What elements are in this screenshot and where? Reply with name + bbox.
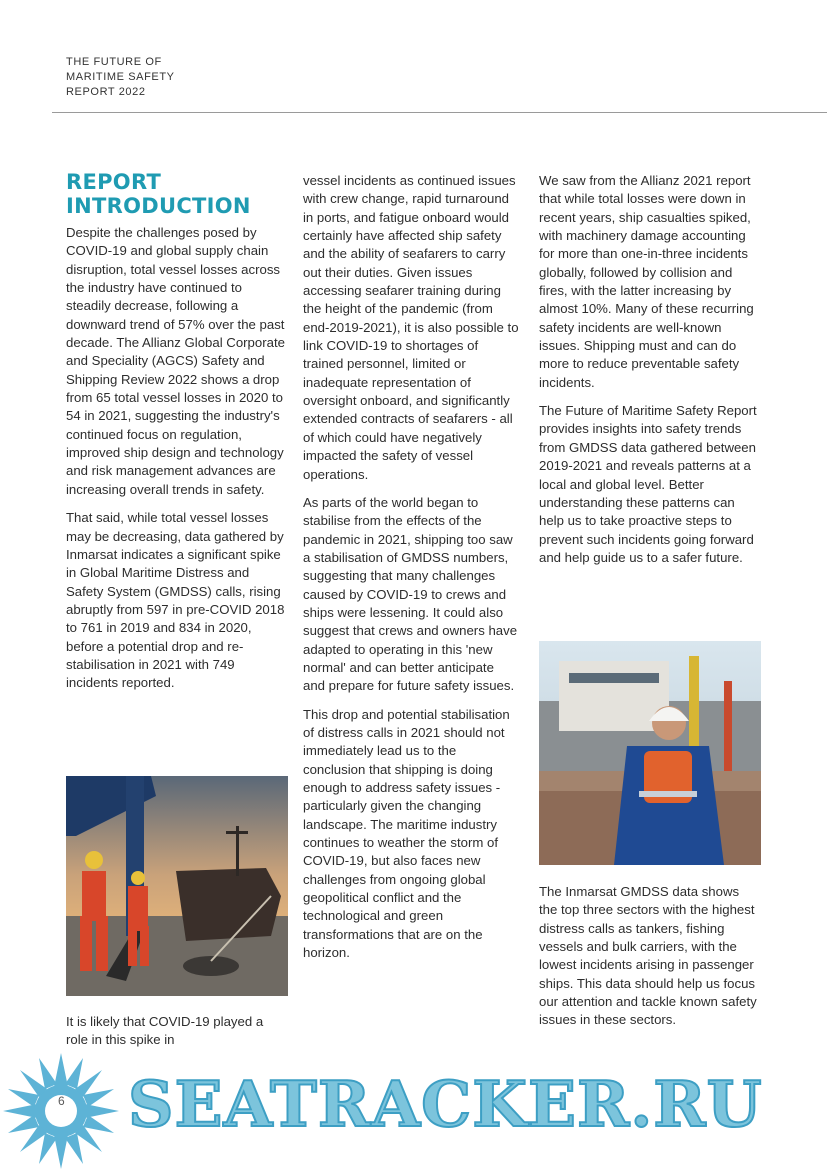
seafarer-deck-photo [539,641,761,865]
body-paragraph: We saw from the Allianz 2021 report that while total losses were down in recent years, ship casualties spiked, with machinery damage accounting for more than one-in-three incidents globally, followed by collision and fires, with the latter increasing by almost 10%. Many of these recurring safety incidents are well-known issues. Shipping must and can do more to reduce preventable safety incidents. [539,173,754,390]
column-3 [539,172,761,577]
report-header [66,55,175,100]
report-header-line: REPORT 2022 [66,86,146,98]
section-title-line: REPORT [66,170,162,194]
page-number: 6 [58,1094,65,1108]
body-paragraph: That said, while total vessel losses may be decreasing, data gathered by Inmarsat indicates a significant spike in Global Maritime Distress and Safety System (GMDSS) calls, rising abruptly from 597 in pre-COVID 2018 to 761 in 2019 and 834 in 2020, before a potential drop and re-stabilisation in 2021 with 749 incidents reported. [66,510,285,691]
column-2 [303,172,519,972]
body-paragraph: It is likely that COVID-19 played a role in this spike in [66,1014,264,1048]
body-paragraph: The Future of Maritime Safety Report provides insights into safety trends from GMDSS data gathered between 2019-2021 and reveals patterns at a local and global level. Better understanding these patterns can help us to take proactive steps to prevent such incidents going forward and help guide us to a safer future. [539,403,757,565]
column-3-continued [539,883,761,1040]
section-title [66,170,288,218]
sun-burst-icon [0,1052,122,1170]
body-paragraph: This drop and potential stabilisation of distress calls in 2021 should not immediately lead us to the conclusion that shipping is doing enough to address safety issues - particularly given the changing landscape. The maritime industry continues to weather the storm of COVID-19, but also faces new challenges from ongoing global geopolitical conflict and the technological and green transformations that are on the horizon. [303,706,510,961]
body-paragraph: Despite the challenges posed by COVID-19 and global supply chain disruption, total vessel losses across the industry have continued to steadily decrease, following a downward trend of 57% over the past decade. The Allianz Global Corporate and Speciality (AGCS) Safety and Shipping Review 2022 shows a drop from 65 total vessel losses in 2020 to 54 in 2021, suggesting the industry's continued focus on regulation, improved ship design and technology and risk management advances are increasing overall trends in safety. [66,225,285,497]
body-paragraph: The Inmarsat GMDSS data shows the top three sectors with the highest distress calls as tankers, fishing vessels and bulk carriers, with the lowest incidents arising in passenger ships. This data should help us focus our attention and tackle known safety issues in these sectors. [539,884,757,1028]
column-1 [66,170,288,703]
watermark-text: SEATRACKER.RU [128,1067,763,1141]
report-header-line: THE FUTURE OF [66,56,162,68]
report-header-line: MARITIME SAFETY [66,71,175,83]
watermark-banner [0,1040,827,1170]
section-title-line: INTRODUCTION [66,194,251,218]
body-paragraph: vessel incidents as continued issues with crew change, rapid turnaround in ports, and fatigue onboard would certainly have affected ship safety and the ability of seafarers to carry out their duties. Given issues accessing seafarer training during the height of the pandemic (from end-2019-2021), it is also possible to link COVID-19 to shortages of trained personnel, limited or inadequate representation of oversight onboard, and significantly extended contracts of seafarers - all of which could have negatively impacted the safety of vessel operations. [303,173,519,482]
header-divider [52,112,827,113]
crew-mooring-photo [66,776,288,996]
body-paragraph: As parts of the world began to stabilise from the effects of the pandemic in 2021, shipping too saw a stabilisation of GMDSS numbers, suggesting that many challenges caused by COVID-19 to crews and ships were lessening. It could also suggest that crews and owners have adapted to operating in this 'new normal' and can better anticipate and prepare for future safety issues. [303,494,518,694]
